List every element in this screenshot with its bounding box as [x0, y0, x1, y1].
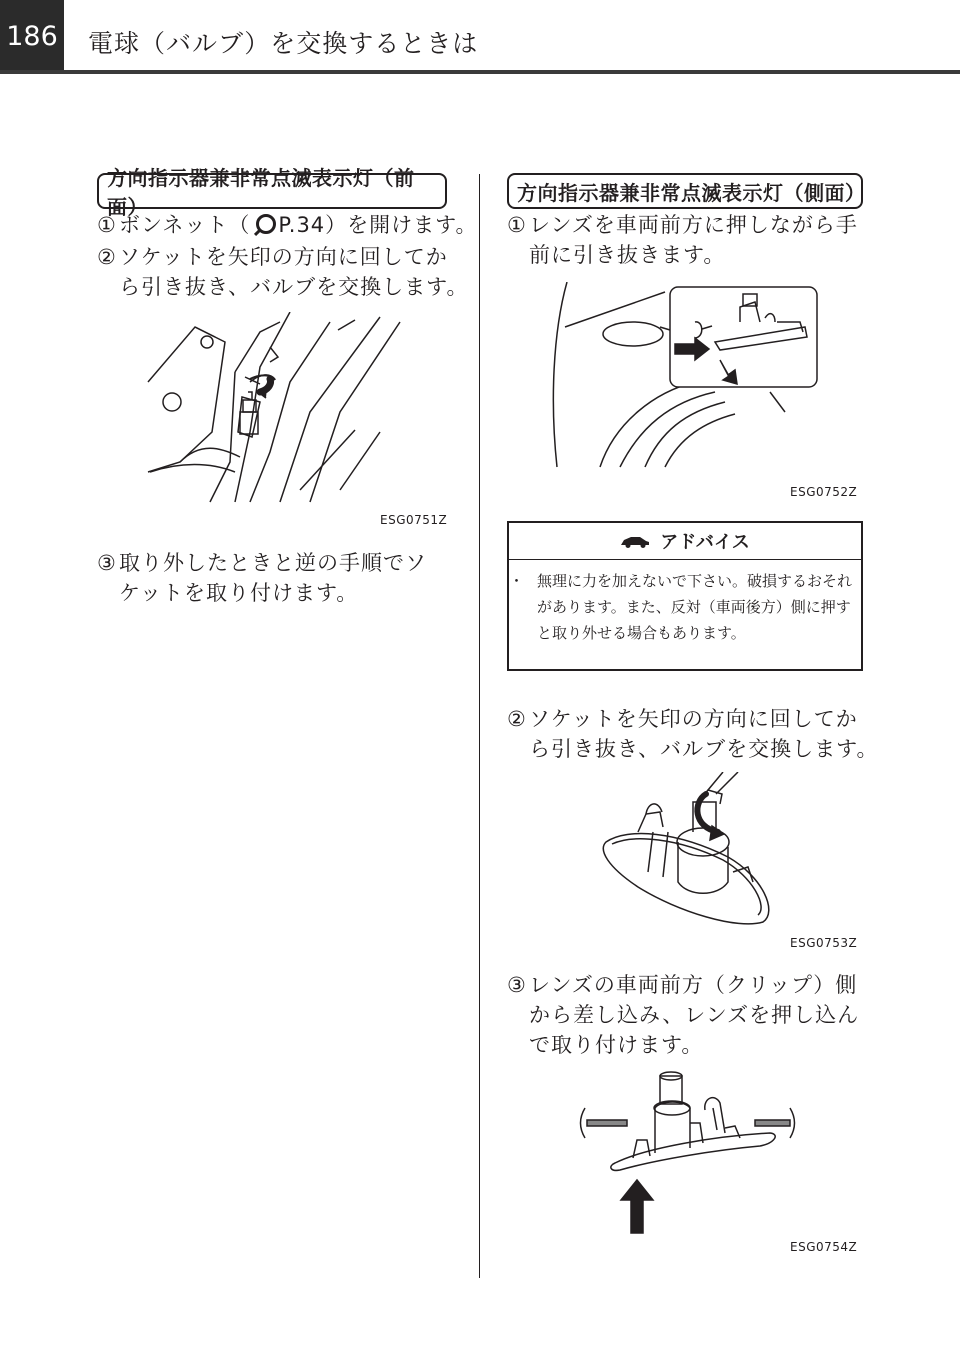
advice-box — [507, 521, 863, 671]
advice-body — [509, 560, 861, 646]
right-step-1: ① レンズを車両前方に押しながら手 前に引き抜きます。 — [507, 210, 858, 270]
car-icon — [620, 534, 650, 548]
figure-front-socket — [140, 312, 455, 504]
page-reference-link[interactable]: P.34 — [278, 213, 326, 237]
step-number: ② — [97, 245, 117, 269]
page-number: 186 — [0, 0, 64, 72]
section-title-front: 方向指示器兼非常点滅表示灯（前面） — [97, 173, 447, 209]
page-title: 電球（バルブ）を交換するときは — [88, 29, 479, 58]
left-step-2: ② ソケットを矢印の方向に回してか ら引き抜き、バルブを交換します。 — [97, 242, 468, 302]
figure-code: ESG0753Z — [790, 936, 858, 950]
figure-side-socket-rotate — [598, 772, 778, 930]
bullet: ・ — [509, 572, 525, 590]
header-rule — [0, 70, 960, 74]
right-step-3: ③ レンズの車両前方（クリップ）側 から差し込み、レンズを押し込ん で取り付けます。 — [507, 970, 859, 1060]
page-reference-icon — [256, 214, 276, 234]
step-number: ① — [507, 213, 527, 237]
step-number: ③ — [97, 551, 117, 575]
figure-side-lens-removal — [545, 282, 825, 472]
figure-code: ESG0752Z — [790, 485, 858, 499]
advice-heading: アドバイス — [509, 523, 861, 560]
right-step-2: ② ソケットを矢印の方向に回してか ら引き抜き、バルブを交換します。 — [507, 704, 878, 764]
figure-side-lens-install — [575, 1068, 800, 1236]
figure-code: ESG0751Z — [380, 513, 448, 527]
figure-code: ESG0754Z — [790, 1240, 858, 1254]
step-number: ① — [97, 213, 117, 237]
column-divider — [479, 174, 480, 1278]
advice-text: 無理に力を加えないで下さい。破損するおそれがあります。また、反対（車両後方）側に押すと取り外せる場合もあります。 — [537, 572, 853, 642]
page-header — [0, 0, 960, 74]
left-step-1: ① ボンネット（ P.34）を開けます。 — [97, 210, 478, 240]
step-number: ③ — [507, 973, 527, 997]
left-step-3: ③ 取り外したときと逆の手順でソ ケットを取り付けます。 — [97, 548, 427, 608]
section-title-side: 方向指示器兼非常点滅表示灯（側面） — [507, 173, 863, 209]
step-number: ② — [507, 707, 527, 731]
